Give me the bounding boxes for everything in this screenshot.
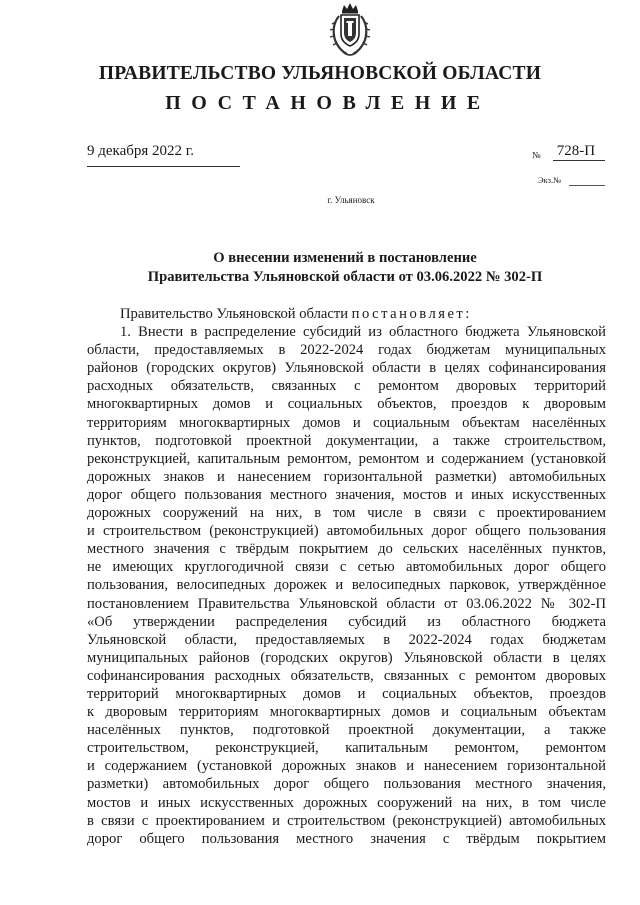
body-line: и содержанием (установкой дорожных знаков и нанесением горизонтальной [87, 758, 606, 775]
subject-line-1: О внесении изменений в постановление [213, 250, 477, 266]
document-number-value: 728-П [556, 143, 596, 159]
body-line: строительством, реконструкцией, капитальным ремонтом, ремонтом [87, 740, 606, 757]
body-line: местного значения с твёрдым покрытием до сельских населённых пунктов, [87, 541, 606, 558]
body-line: пунктов, подготовкой проектной документации, а также строительством, [87, 432, 606, 449]
body-line: пользования, велосипедных дорожек и велосипедных парковок, утверждённое [87, 577, 606, 594]
body-line: 1. Внести в распределение субсидий из областного бюджета Ульяновской [120, 324, 606, 341]
copy-label: Экз.№ [538, 175, 562, 185]
government-title: ПРАВИТЕЛЬСТВО УЛЬЯНОВСКОЙ ОБЛАСТИ [98, 63, 542, 84]
body-line: дорог общего пользования местного значения с твёрдым покрытием [87, 830, 606, 847]
intro-text: Правительство Ульяновской области [120, 306, 352, 322]
document-body [87, 305, 606, 848]
body-line: мостов и иных искусственных дорожных сооружений на них, в том числе [87, 794, 606, 811]
coat-of-arms-icon [327, 2, 373, 60]
document-number [553, 143, 605, 161]
body-line: «Об утверждении распределения субсидий из областного бюджета [87, 613, 606, 630]
intro-spaced-word: постановляет: [351, 306, 472, 322]
document-date: 9 декабря 2022 г. [87, 143, 194, 159]
body-line: населённых пунктов, подготовкой проектной документации, а также [87, 722, 606, 739]
body-line: разметки) автомобильных дорог общего пользования местного значения, [87, 776, 606, 793]
body-line: территориям многоквартирных домов и социальным объектам населённых [87, 414, 606, 431]
body-line: к дворовым территориям многоквартирных домов и социальным объектам [87, 704, 606, 721]
copy-underline [569, 185, 605, 186]
body-line: многоквартирных домов и социальных объектов, проездов к дворовым [87, 396, 606, 413]
number-prefix: № [532, 150, 541, 160]
body-line: реконструкцией, капитальным ремонтом, ремонтом и содержанием (установкой [87, 450, 606, 467]
body-line: дорожных знаков и нанесением горизонтальной разметки) автомобильных [87, 468, 606, 485]
body-line: территорий многоквартирных домов и социальных объектов, проездов [87, 685, 606, 702]
body-line: и строительством (реконструкцией) автомобильных дорог общего пользования [87, 523, 606, 540]
body-line: софинансирования расходных обязательств, связанных с ремонтом дворовых [87, 667, 606, 684]
subject-line-2: Правительства Ульяновской области от 03.06.2022 № 302-П [147, 268, 543, 285]
body-line: области, предоставляемых в 2022-2024 годах бюджетам муниципальных [87, 342, 606, 359]
body-line: дорожных сооружений на них, в том числе в связи с проектированием [87, 505, 606, 522]
date-underline [87, 166, 240, 167]
document-subject [0, 249, 640, 286]
body-line: районов (городских округов) Ульяновской области в целях софинансирования [87, 360, 606, 377]
body-line: в связи с проектированием и строительством (реконструкцией) автомобильных [87, 812, 606, 829]
body-line: муниципальных районов (городских округов) Ульяновской области в целях [87, 649, 606, 666]
document-type-title: ПОСТАНОВЛЕНИЕ [165, 92, 491, 114]
body-line: не имеющих круглогодичной связи с сетью автомобильных дорог общего [87, 559, 606, 576]
body-line: расходных обязательств, связанных с ремонтом дворовых территорий [87, 378, 606, 395]
body-line: Ульяновской области, предоставляемых в 2022-2024 годах бюджетам [87, 631, 606, 648]
intro-line [87, 305, 606, 323]
city: г. Ульяновск [327, 195, 375, 205]
body-line: постановлением Правительства Ульяновской области от 03.06.2022 № 302-П [87, 595, 606, 612]
body-line: дорог общего пользования местного значения, мостов и иных искусственных [87, 486, 606, 503]
